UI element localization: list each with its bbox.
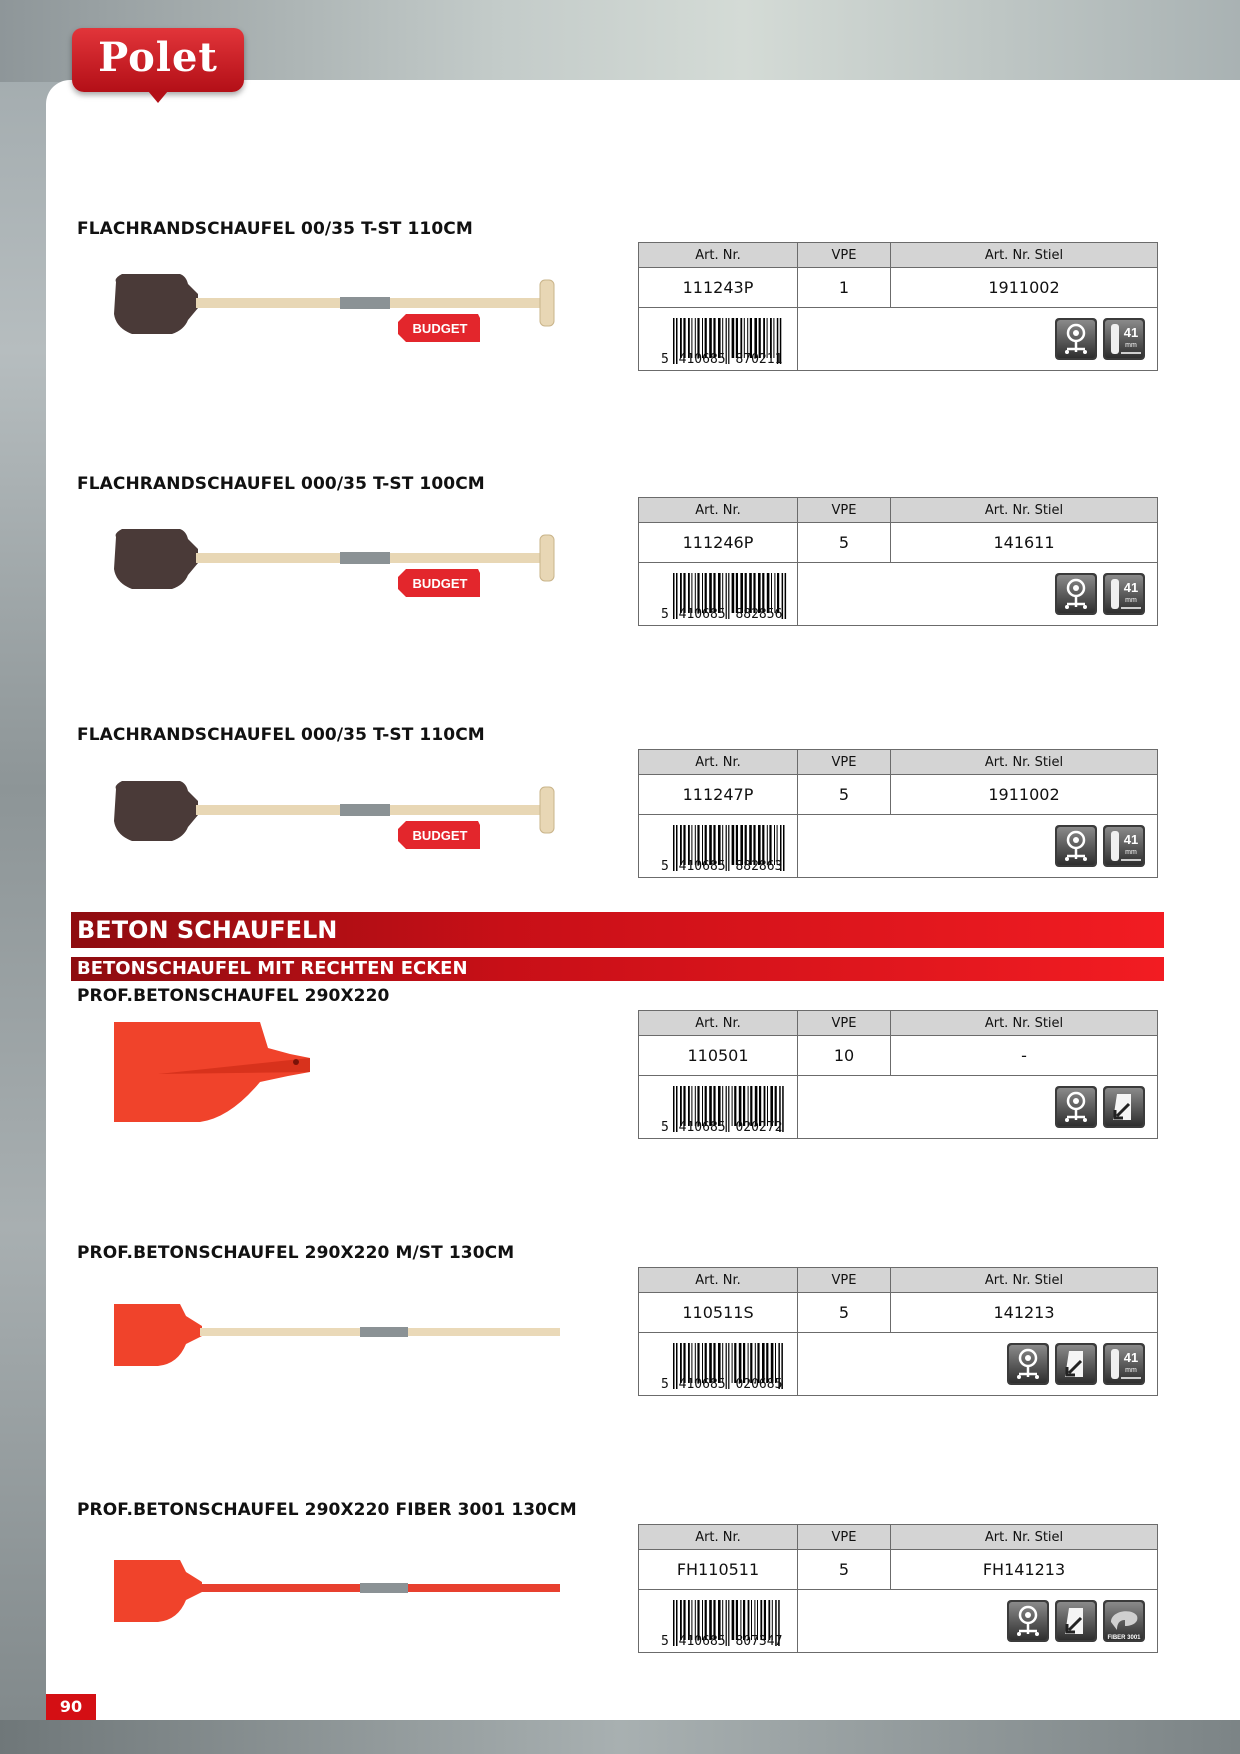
barcode-cell — [639, 1590, 798, 1653]
header-art-nr: Art. Nr. — [639, 1525, 798, 1550]
feature-icons — [798, 308, 1158, 371]
shovel-image-4 — [110, 1018, 350, 1128]
barcode-right-group: 882863 — [735, 859, 783, 874]
barcode-left-group: 410685 — [678, 1634, 726, 1649]
barcode-first-digit: 5 — [661, 1377, 669, 1392]
product-table — [638, 242, 1158, 371]
handle-sleeve — [360, 1583, 408, 1593]
barcode-right-group: 882856 — [735, 607, 783, 622]
barcode-digits — [661, 1377, 782, 1392]
art-nr-stiel-value: FH141213 — [891, 1550, 1158, 1590]
art-nr-stiel-value: - — [891, 1036, 1158, 1076]
budget-badge — [398, 821, 480, 849]
barcode-right-group: 807347 — [735, 1634, 783, 1649]
art-nr-stiel-value: 1911002 — [891, 775, 1158, 815]
product-title: PROF.BETONSCHAUFEL 290X220 — [77, 986, 390, 1006]
header-art-nr: Art. Nr. — [639, 243, 798, 268]
barcode-right-group: 870211 — [735, 352, 783, 367]
handle-sleeve — [360, 1327, 408, 1337]
feature-icons — [798, 1590, 1158, 1653]
art-nr-value: 110501 — [639, 1036, 798, 1076]
header-art-nr-stiel: Art. Nr. Stiel — [891, 1525, 1158, 1550]
barcode-first-digit: 5 — [661, 859, 669, 874]
mm-unit: mm — [1125, 597, 1137, 604]
barcode-first-digit: 5 — [661, 607, 669, 622]
header-art-nr: Art. Nr. — [639, 750, 798, 775]
shovel-blade — [114, 1304, 202, 1366]
t-grip — [540, 535, 554, 581]
mm-number: 41 — [1123, 1350, 1139, 1365]
header-vpe: VPE — [798, 1525, 891, 1550]
barcode-left-group: 410685 — [678, 352, 726, 367]
barcode-cell — [639, 1076, 798, 1139]
product-title: PROF.BETONSCHAUFEL 290X220 FIBER 3001 130CM — [77, 1500, 577, 1520]
product-table — [638, 497, 1158, 626]
vpe-value: 1 — [798, 268, 891, 308]
header-vpe: VPE — [798, 1268, 891, 1293]
product-table — [638, 749, 1158, 878]
mm-unit: mm — [1125, 1367, 1137, 1374]
t-grip — [540, 787, 554, 833]
vpe-value: 5 — [798, 1293, 891, 1333]
budget-badge — [398, 569, 480, 597]
budget-label: BUDGET — [412, 828, 468, 843]
shovel-image-3 — [110, 775, 570, 859]
shovel-image-1 — [110, 268, 570, 352]
fiber-3001-icon — [1103, 1600, 1145, 1642]
handle-sleeve — [340, 297, 390, 309]
barcode-digits — [661, 607, 782, 622]
handle-sleeve — [340, 804, 390, 816]
header-art-nr: Art. Nr. — [639, 1268, 798, 1293]
wheel-balance-icon — [1055, 573, 1097, 615]
art-nr-value: 110511S — [639, 1293, 798, 1333]
barcode-cell — [639, 1333, 798, 1396]
art-nr-value: 111247P — [639, 775, 798, 815]
mm-unit: mm — [1125, 849, 1137, 856]
polet-logo — [72, 28, 244, 92]
art-nr-stiel-value: 141213 — [891, 1293, 1158, 1333]
barcode-digits — [661, 352, 782, 367]
shovel-image-6 — [110, 1556, 580, 1626]
section-subtitle: BETONSCHAUFEL MIT RECHTEN ECKEN — [71, 957, 1164, 981]
art-nr-value: 111243P — [639, 268, 798, 308]
barcode-cell — [639, 308, 798, 371]
header-art-nr-stiel: Art. Nr. Stiel — [891, 498, 1158, 523]
handle-41mm-icon — [1103, 825, 1145, 867]
barcode-cell — [639, 563, 798, 626]
header-vpe: VPE — [798, 1011, 891, 1036]
barcode-digits — [661, 1634, 782, 1649]
mm-unit: mm — [1125, 342, 1137, 349]
shovel-image-2 — [110, 523, 570, 607]
budget-badge — [398, 314, 480, 342]
bottom-background-band — [0, 1720, 1240, 1754]
wheel-balance-icon — [1055, 1086, 1097, 1128]
handle-sleeve — [340, 552, 390, 564]
header-art-nr-stiel: Art. Nr. Stiel — [891, 1011, 1158, 1036]
product-title: FLACHRANDSCHAUFEL 000/35 T-ST 100CM — [77, 474, 485, 494]
product-table — [638, 1524, 1158, 1653]
art-nr-stiel-value: 1911002 — [891, 268, 1158, 308]
art-nr-value: FH110511 — [639, 1550, 798, 1590]
barcode-first-digit: 5 — [661, 1634, 669, 1649]
header-art-nr: Art. Nr. — [639, 498, 798, 523]
barcode-right-group: 020685 — [735, 1377, 783, 1392]
barcode-digits — [661, 859, 782, 874]
budget-label: BUDGET — [412, 321, 468, 336]
page-number: 90 — [46, 1694, 96, 1720]
header-art-nr-stiel: Art. Nr. Stiel — [891, 243, 1158, 268]
header-art-nr-stiel: Art. Nr. Stiel — [891, 1268, 1158, 1293]
shovel-blade — [114, 781, 198, 841]
mm-number: 41 — [1123, 325, 1139, 340]
product-title: FLACHRANDSCHAUFEL 000/35 T-ST 110CM — [77, 725, 485, 745]
logo-text: Polet — [98, 34, 218, 81]
angle-arrow-icon — [1103, 1086, 1145, 1128]
handle-41mm-icon — [1103, 318, 1145, 360]
feature-icons — [798, 563, 1158, 626]
product-title: FLACHRANDSCHAUFEL 00/35 T-ST 110CM — [77, 219, 473, 239]
budget-label: BUDGET — [412, 576, 468, 591]
barcode-left-group: 410685 — [678, 607, 726, 622]
fiber-label: FIBER 3001 — [1107, 1635, 1141, 1641]
product-table — [638, 1267, 1158, 1396]
barcode-right-group: 020272 — [735, 1120, 783, 1135]
barcode-left-group: 410685 — [678, 1120, 726, 1135]
handle-41mm-icon — [1103, 1343, 1145, 1385]
angle-arrow-icon — [1055, 1600, 1097, 1642]
mm-number: 41 — [1123, 580, 1139, 595]
header-art-nr: Art. Nr. — [639, 1011, 798, 1036]
barcode-first-digit: 5 — [661, 352, 669, 367]
shovel-blade — [114, 1560, 202, 1622]
handle-41mm-icon — [1103, 573, 1145, 615]
t-grip — [540, 280, 554, 326]
vpe-value: 5 — [798, 1550, 891, 1590]
angle-arrow-icon — [1055, 1343, 1097, 1385]
art-nr-stiel-value: 141611 — [891, 523, 1158, 563]
shovel-image-5 — [110, 1300, 580, 1370]
mm-number: 41 — [1123, 832, 1139, 847]
barcode-left-group: 410685 — [678, 859, 726, 874]
wheel-balance-icon — [1055, 318, 1097, 360]
product-table — [638, 1010, 1158, 1139]
product-title: PROF.BETONSCHAUFEL 290X220 M/ST 130CM — [77, 1243, 515, 1263]
header-art-nr-stiel: Art. Nr. Stiel — [891, 750, 1158, 775]
feature-icons — [798, 1076, 1158, 1139]
barcode-digits — [661, 1120, 782, 1135]
shovel-blade — [114, 274, 198, 334]
feature-icons — [798, 1333, 1158, 1396]
header-vpe: VPE — [798, 750, 891, 775]
vpe-value: 5 — [798, 523, 891, 563]
vpe-value: 5 — [798, 775, 891, 815]
barcode-left-group: 410685 — [678, 1377, 726, 1392]
wheel-balance-icon — [1055, 825, 1097, 867]
shovel-blade — [114, 529, 198, 589]
barcode-first-digit: 5 — [661, 1120, 669, 1135]
wheel-balance-icon — [1007, 1343, 1049, 1385]
art-nr-value: 111246P — [639, 523, 798, 563]
feature-icons — [798, 815, 1158, 878]
barcode-cell — [639, 815, 798, 878]
rivet-hole — [293, 1059, 299, 1065]
header-vpe: VPE — [798, 498, 891, 523]
header-vpe: VPE — [798, 243, 891, 268]
wheel-balance-icon — [1007, 1600, 1049, 1642]
vpe-value: 10 — [798, 1036, 891, 1076]
section-title: BETON SCHAUFELN — [71, 912, 1164, 948]
